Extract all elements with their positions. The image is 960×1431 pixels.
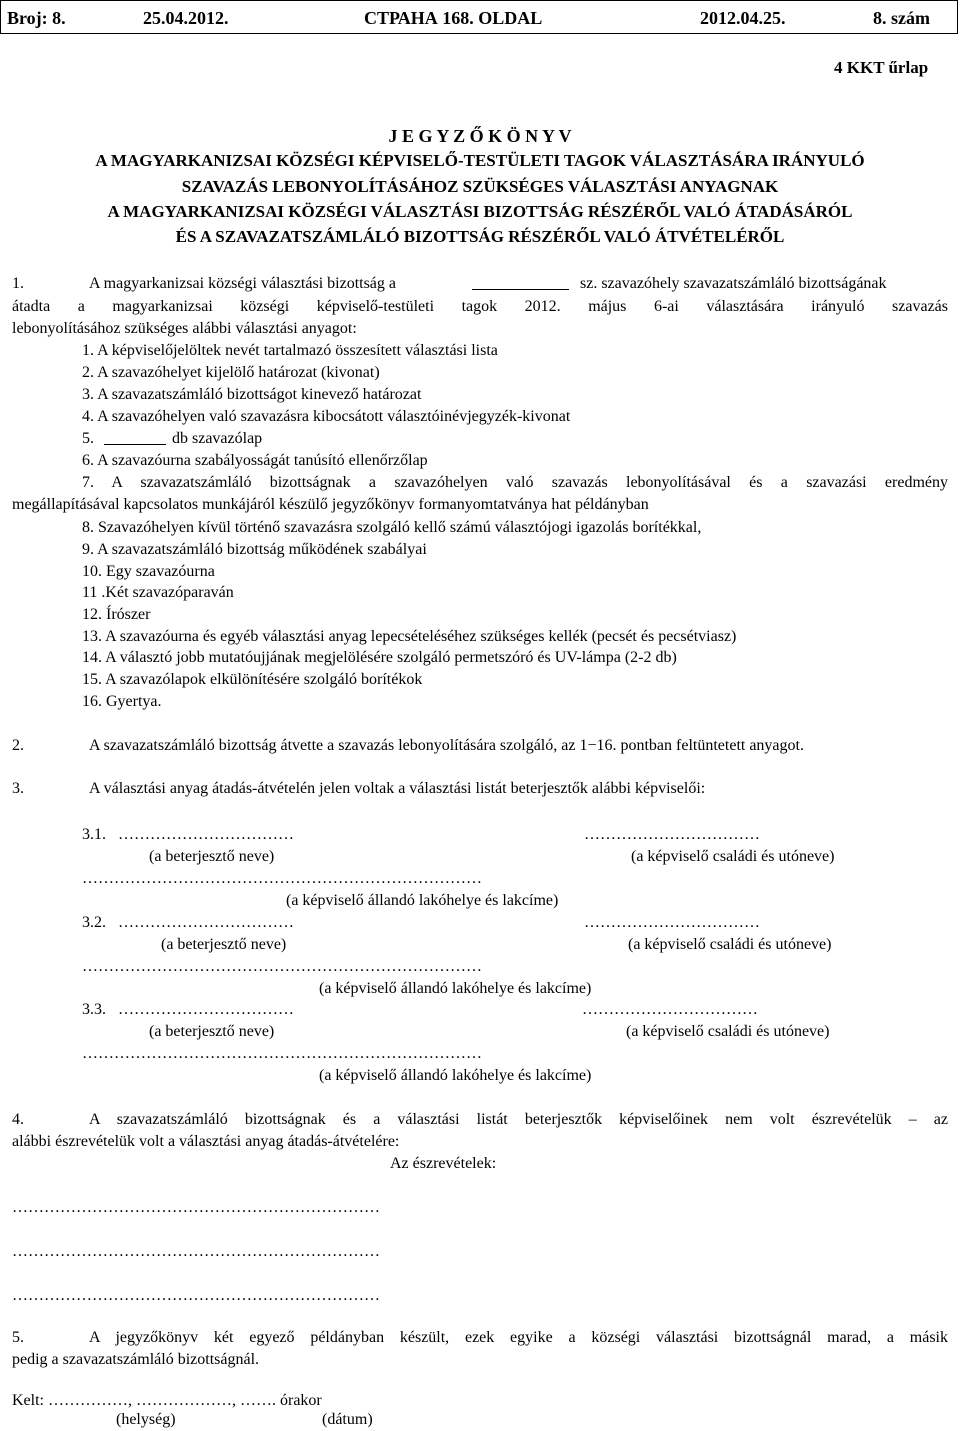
- list-item: 10. Egy szavazóurna: [82, 563, 215, 580]
- signing-place-date: Kelt: ……………, ………………, ……. órakor: [12, 1392, 322, 1409]
- list-item: db szavazólap: [172, 430, 263, 447]
- list-item: 16. Gyertya.: [82, 693, 162, 710]
- section5-number: 5.: [12, 1329, 24, 1346]
- list-item: 8. Szavazóhelyen kívül történő szavazásra szolgáló kellő számú választójogi igazolás borítékkal,: [82, 519, 702, 536]
- issue-number-hu: 8. szám: [873, 8, 930, 28]
- date-label: (dátum): [322, 1411, 373, 1428]
- polling-station-blank: [472, 275, 569, 290]
- date-hu: 2012.04.25.: [700, 8, 786, 28]
- section2-number: 2.: [12, 737, 24, 754]
- rep-name-dots: ……………………………: [584, 826, 760, 843]
- form-id: 4 KKT űrlap: [834, 58, 929, 77]
- section3-text: A választási anyag átadás-átvételén jelen voltak a választási listát beterjesztők alábbi képviselői:: [89, 780, 706, 797]
- list-item: 3. A szavazatszámláló bizottságot kinevező határozat: [82, 386, 422, 403]
- list-item: 13. A szavazóurna és egyéb választási anyag lepecsételéséhez szükséges kellék (pecsét és pecsétviasz): [82, 628, 737, 645]
- rep-nominator-dots: ……………………………: [118, 1001, 294, 1018]
- list-item-cont: megállapításával kapcsolatos munkájáról készülő jegyzőkönyv formanyomtatványa hat példányban: [12, 496, 649, 513]
- doc-title-line2: A MAGYARKANIZSAI KÖZSÉGI KÉPVISELŐ-TESTÜLETI TAGOK VÁLASZTÁSÁRA IRÁNYULÓ: [95, 151, 865, 170]
- rep-address-label: (a képviselő állandó lakóhelye és lakcíme): [319, 1067, 592, 1084]
- rep-nominator-dots: ……………………………: [118, 914, 294, 931]
- rep-name-label: (a képviselő családi és utóneve): [631, 848, 835, 865]
- doc-title-line4: A MAGYARKANIZSAI KÖZSÉGI VÁLASZTÁSI BIZOTTSÁG RÉSZÉRŐL VALÓ ÁTADÁSÁRÓL: [107, 202, 853, 221]
- list-item: 2. A szavazóhelyet kijelölő határozat (kivonat): [82, 364, 380, 381]
- rep-nominator-dots: ……………………………: [118, 826, 294, 843]
- doc-title: J E G Y Z Ő K Ö N Y V: [388, 126, 572, 146]
- date-sr: 25.04.2012.: [143, 8, 229, 28]
- section4-number: 4.: [12, 1111, 24, 1128]
- list-item: 15. A szavazólapok elkülönítésére szolgáló borítékok: [82, 671, 423, 688]
- remarks-line: ……………………………………………………………: [12, 1287, 380, 1304]
- section1-line2: átadta a magyarkanizsai községi képviselő-testületi tagok 2012. május 6-ai választására irányuló szavazás: [12, 298, 948, 315]
- rep-nominator-label: (a beterjesztő neve): [161, 936, 287, 953]
- section5-line2: pedig a szavazatszámláló bizottságnál.: [12, 1351, 260, 1368]
- rep-entry-number: 3.1.: [82, 826, 106, 843]
- doc-title-line5: ÉS A SZAVAZATSZÁMLÁLÓ BIZOTTSÁG RÉSZÉRŐL VALÓ ÁTVÉTELÉRŐL: [175, 227, 785, 246]
- list-item: 6. A szavazóurna szabályosságát tanúsító ellenőrzőlap: [82, 452, 428, 469]
- section1-text-a: A magyarkanizsai községi választási bizottság a: [89, 275, 397, 292]
- section1-number: 1.: [12, 275, 24, 292]
- rep-address-dots: …………………………………………………………………: [82, 870, 482, 887]
- issue-number: Broj: 8.: [7, 8, 66, 28]
- list-item: 1. A képviselőjelöltek nevét tartalmazó összesített választási lista: [82, 342, 498, 359]
- rep-address-dots: …………………………………………………………………: [82, 1045, 482, 1062]
- remarks-heading: Az észrevételek:: [390, 1155, 497, 1172]
- rep-name-label: (a képviselő családi és utóneve): [628, 936, 832, 953]
- rep-address-label: (a képviselő állandó lakóhelye és lakcíme): [319, 980, 592, 997]
- page-header: [0, 0, 958, 34]
- list-item: 4. A szavazóhelyen való szavazásra kibocsátott választóinévjegyzék-kivonat: [82, 408, 571, 425]
- section2-text: A szavazatszámláló bizottság átvette a szavazás lebonyolítására szolgáló, az 1−16. pontban feltüntetett anyagot.: [89, 737, 804, 754]
- section4-line2: alábbi észrevételük volt a választási anyag átadás-átvételére:: [12, 1133, 400, 1150]
- section4-line1: A szavazatszámláló bizottságnak és a választási listát beterjesztők képviselőinek nem volt észrevételük – az: [89, 1111, 948, 1128]
- section5-line1: A jegyzőkönyv két egyező példányban készült, ezek egyike a községi választási bizottságnál marad, a másik: [89, 1329, 948, 1346]
- list-item: 11 .Két szavazóparaván: [82, 584, 234, 601]
- rep-nominator-label: (a beterjesztő neve): [149, 1023, 275, 1040]
- rep-name-dots: ……………………………: [584, 914, 760, 931]
- list-item: 12. Írószer: [82, 606, 151, 623]
- rep-address-label: (a képviselő állandó lakóhelye és lakcíme): [286, 892, 559, 909]
- ballot-count-blank: [104, 430, 166, 445]
- rep-nominator-label: (a beterjesztő neve): [149, 848, 275, 865]
- rep-name-label: (a képviselő családi és utóneve): [626, 1023, 830, 1040]
- remarks-line: ……………………………………………………………: [12, 1243, 380, 1260]
- rep-entry-number: 3.3.: [82, 1001, 106, 1018]
- rep-address-dots: …………………………………………………………………: [82, 958, 482, 975]
- place-label: (helység): [116, 1411, 176, 1428]
- list-item-number: 5.: [82, 430, 94, 447]
- remarks-line: ……………………………………………………………: [12, 1199, 380, 1216]
- page-number: СТРАНА 168. OLDAL: [364, 8, 543, 28]
- section1-line3: lebonyolításához szükséges alábbi választási anyagot:: [12, 320, 357, 337]
- section1-text-b: sz. szavazóhely szavazatszámláló bizottságának: [580, 275, 887, 292]
- list-item: 7. A szavazatszámláló bizottságnak a szavazóhelyen való szavazás lebonyolításával és a szavazási eredmény: [82, 474, 948, 491]
- list-item: 9. A szavazatszámláló bizottság működének szabályai: [82, 541, 427, 558]
- doc-title-line3: SZAVAZÁS LEBONYOLÍTÁSÁHOZ SZÜKSÉGES VÁLASZTÁSI ANYAGNAK: [181, 177, 779, 196]
- rep-name-dots: ……………………………: [582, 1001, 758, 1018]
- rep-entry-number: 3.2.: [82, 914, 106, 931]
- list-item: 14. A választó jobb mutatóujjának megjelölésére szolgáló permetszóró és UV-lámpa (2-2 db): [82, 649, 677, 666]
- section3-number: 3.: [12, 780, 24, 797]
